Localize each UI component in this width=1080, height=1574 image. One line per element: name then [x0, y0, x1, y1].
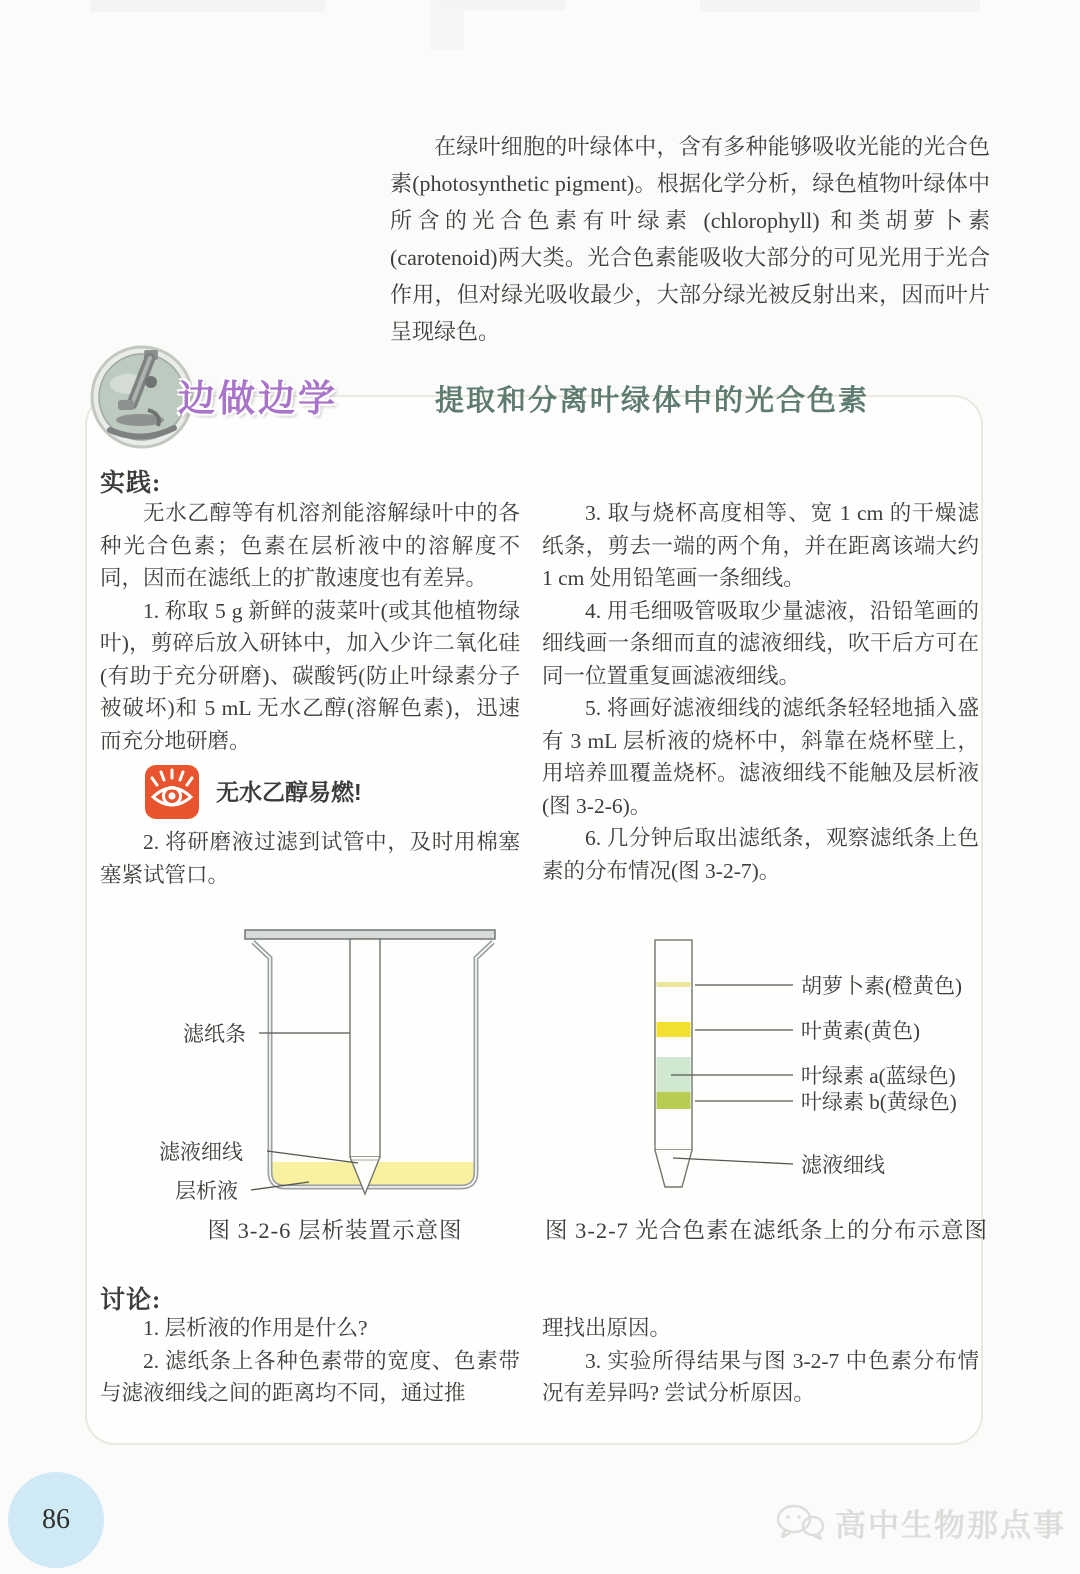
label-filter-strip: 滤纸条: [183, 1022, 246, 1046]
eye-warning-icon: [144, 764, 200, 820]
band-chlorophyll-b: [657, 1092, 691, 1109]
discussion-q1: 1. 层析液的作用是什么?: [143, 1316, 368, 1340]
label-filtrate-line: 滤液细线: [159, 1140, 243, 1164]
warning-row: [144, 764, 520, 820]
practice-left-column: [100, 497, 520, 891]
scan-artifact: [430, 0, 464, 50]
label-carotene: 胡萝卜素(橙黄色): [801, 974, 962, 998]
page-number-badge: [8, 1472, 104, 1568]
intro-paragraph: 在绿叶细胞的叶绿体中，含有多种能够吸收光能的光合色素(photosynthetic pigment)。根据化学分析，绿色植物叶绿体中所含的光合色素有叶绿素 (chlorophyll) 和类胡萝卜素(carotenoid)两大类。光合色素能吸收大部分的可见光用于光合作用，但对绿光吸收最少，大部分绿光被反射出来，因而叶片呈现绿色。: [390, 134, 990, 344]
warning-label: 无水乙醇易燃!: [216, 778, 362, 805]
discussion-heading: 讨论:: [100, 1287, 162, 1314]
practice-step-4: 4. 用毛细吸管吸取少量滤液，沿铅笔画的细线画一条细而直的滤液细线，吹干后方可在同一位置重复画滤液细线。: [542, 598, 979, 688]
label-chlorophyll-a: 叶绿素 a(蓝绿色): [801, 1064, 956, 1088]
wechat-icon: [775, 1502, 825, 1544]
practice-step-intro: 无水乙醇等有机溶剂能溶解绿叶中的各种光合色素；色素在层析液中的溶解度不同，因而在滤纸上的扩散速度也有差异。: [100, 501, 520, 590]
figure2-caption: 图 3-2-7 光合色素在滤纸条上的分布示意图: [545, 1218, 988, 1243]
figure-pigment-bands: [545, 925, 982, 1210]
activity-title: 提取和分离叶绿体中的光合色素: [435, 385, 870, 417]
leader-line: [267, 1151, 358, 1163]
page-number: 86: [42, 1504, 70, 1535]
watermark: [775, 1500, 1066, 1545]
filter-strip-tip: [655, 1150, 692, 1187]
band-xanthophyll: [657, 1022, 691, 1037]
practice-step-5: 5. 将画好滤液细线的滤纸条轻轻地插入盛有 3 mL 层析液的烧杯中，斜靠在烧杯壁上，用培养皿覆盖烧杯。滤液细线不能触及层析液(图 3-2-6)。: [542, 696, 979, 818]
practice-right-column: [542, 497, 979, 887]
label-filtrate-line: 滤液细线: [801, 1153, 885, 1177]
practice-heading: 实践:: [100, 470, 162, 497]
label-solvent: 层析液: [175, 1179, 238, 1203]
scan-artifact: [90, 0, 325, 12]
discussion-q2-continued: 理找出原因。: [542, 1316, 672, 1340]
practice-step-6: 6. 几分钟后取出滤纸条，观察滤纸条上色素的分布情况(图 3-2-7)。: [542, 826, 979, 883]
figure1-caption: 图 3-2-6 层析装置示意图: [207, 1218, 463, 1243]
filter-strip: [350, 939, 380, 1157]
discussion-q3: 3. 实验所得结果与图 3-2-7 中色素分布情况有差异吗? 尝试分析原因。: [542, 1348, 979, 1405]
practice-step-2: 2. 将研磨液过滤到试管中，及时用棉塞塞紧试管口。: [100, 830, 520, 887]
discussion-left-column: [100, 1312, 520, 1410]
figure-chromatography-setup: [133, 922, 533, 1210]
label-xanthophyll: 叶黄素(黄色): [801, 1019, 920, 1043]
discussion-q2: 2. 滤纸条上各种色素带的宽度、色素带与滤液细线之间的距离均不同，通过推: [100, 1348, 520, 1405]
filter-strip: [655, 940, 692, 1150]
practice-step-1: 1. 称取 5 g 新鲜的菠菜叶(或其他植物绿叶)，剪碎后放入研钵中，加入少许二氧化硅(有助于充分研磨)、碳酸钙(防止叶绿素分子被破坏)和 5 mL 无水乙醇(溶解色素)，迅速而充分地研磨。: [100, 598, 520, 753]
leader-line: [673, 1158, 793, 1164]
scan-artifact: [700, 0, 980, 12]
watermark-text: 高中生物那点事: [835, 1508, 1066, 1543]
practice-step-3: 3. 取与烧杯高度相等、宽 1 cm 的干燥滤纸条，剪去一端的两个角，并在距离该端大约 1 cm 处用铅笔画一条细线。: [542, 501, 979, 590]
discussion-right-column: [542, 1312, 979, 1410]
petri-dish-lid: [245, 930, 495, 939]
band-carotene: [657, 982, 691, 987]
label-chlorophyll-b: 叶绿素 b(黄绿色): [801, 1090, 957, 1114]
activity-badge: 边做边学: [178, 378, 338, 419]
